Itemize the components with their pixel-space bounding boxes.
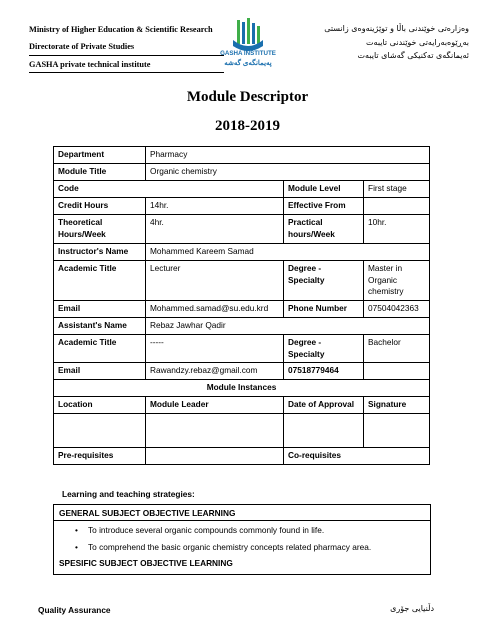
module-level-value: First stage [364,181,430,198]
objective-bullet-item: To introduce several organic compounds commonly found in life. [88,525,325,535]
academic-title-value: Lecturer [146,261,284,301]
general-objective-heading: GENERAL SUBJECT OBJECTIVE LEARNING [59,508,236,518]
document-title: Module Descriptor [186,89,309,105]
strategies-heading: Learning and teaching strategies: [62,489,195,499]
ministry-line: Ministry of Higher Education & Scientific Research [29,25,213,34]
location-cell [54,414,146,448]
corequisites-label: Co-requisites [284,448,430,465]
table-row [54,215,430,244]
academic-title-label: Academic Title [54,261,146,301]
specific-objective-heading: SPESIFIC SUBJECT OBJECTIVE LEARNING [59,558,233,568]
phone-number-label: Phone Number [284,301,364,318]
module-title-value: Organic chemistry [146,164,430,181]
practical-hours-value: 10hr. [364,215,430,244]
date-of-approval-cell [284,414,364,448]
footer-quality-assurance: Quality Assurance [38,605,111,615]
objective-bullet-item: To comprehend the basic organic chemistry concepts related pharmacy area. [88,542,372,552]
module-title-label: Module Title [54,164,146,181]
effective-from-label: Effective From [284,198,364,215]
theoretical-hours-label: Theoretical Hours/Week [54,215,146,244]
degree-specialty-label: Degree - Specialty [284,261,364,301]
department-label: Department [54,147,146,164]
table-row [54,147,430,164]
department-value: Pharmacy [146,147,430,164]
header-kurdish-lines [324,22,469,63]
prerequisites-value [146,448,284,465]
credit-hours-value: 14hr. [146,198,284,215]
kurdish-ministry-line: وەزارەتی خوێندنی باڵا و توێژینەوەی زانستی [324,24,469,33]
table-row [54,448,430,465]
table-row [54,414,430,448]
module-descriptor-table [53,146,430,465]
table-row [54,301,430,318]
location-header: Location [54,397,146,414]
module-leader-cell [146,414,284,448]
theoretical-hours-value: 4hr. [146,215,284,244]
table-row [54,164,430,181]
table-row [54,397,430,414]
table-row [54,181,430,198]
institute-line: GASHA private technical institute [29,60,151,69]
phone-number-value: 07504042363 [364,301,430,318]
academic-title-2-label: Academic Title [54,335,146,363]
instructor-value: Mohammed Kareem Samad [146,244,430,261]
objectives-box [53,504,431,575]
degree-specialty-value: Master in Organic chemistry [364,261,430,301]
phone-number-2-empty [364,363,430,380]
module-level-label: Module Level [284,181,364,198]
table-row [54,363,430,380]
logo-kurdish-name: پەیمانگەی گەشە [224,60,272,67]
email-2-label: Email [54,363,146,380]
date-of-approval-header: Date of Approval [284,397,364,414]
table-row [54,198,430,215]
prerequisites-label: Pre-requisites [54,448,146,465]
signature-header: Signature [364,397,430,414]
assistant-value: Rebaz Jawhar Qadir [146,318,430,335]
phone-number-2-value: 07518779464 [284,363,364,380]
table-row [54,380,430,397]
table-row [54,335,430,363]
logo-emblem-icon [233,18,263,51]
signature-cell [364,414,430,448]
academic-title-2-value: ----- [146,335,284,363]
module-leader-header: Module Leader [146,397,284,414]
footer-quality-assurance-kurdish: دڵنیایی جۆری [390,604,434,613]
header-divider [29,55,224,56]
objectives-divider [54,520,430,521]
logo-name: GASHA INSTITUTE [220,50,276,57]
header-divider [29,72,224,73]
table-row [54,244,430,261]
document-year: 2018-2019 [215,118,280,134]
practical-hours-label: Practical hours/Week [284,215,364,244]
email-value: Mohammed.samad@su.edu.krd [146,301,284,318]
email-label: Email [54,301,146,318]
assistant-label: Assistant's Name [54,318,146,335]
email-2-value: Rawandzy.rebaz@gmail.com [146,363,284,380]
module-instances-header: Module Instances [54,380,430,397]
degree-specialty-2-label: Degree - Specialty [284,335,364,363]
kurdish-institute-line: ئەیمانگەی تەکنیکی گەشای تایبەت [357,51,469,60]
directorate-line: Directorate of Private Studies [29,42,135,51]
code-label: Code [54,181,284,198]
kurdish-directorate-line: بەڕێوەبەرایەتی خوێندنی تایبەت [366,37,469,47]
bullet-icon: • [75,525,78,535]
bullet-icon: • [75,542,78,552]
degree-specialty-2-value: Bachelor [364,335,430,363]
effective-from-value [364,198,430,215]
credit-hours-label: Credit Hours [54,198,146,215]
instructor-label: Instructor's Name [54,244,146,261]
table-row [54,318,430,335]
table-row [54,261,430,301]
